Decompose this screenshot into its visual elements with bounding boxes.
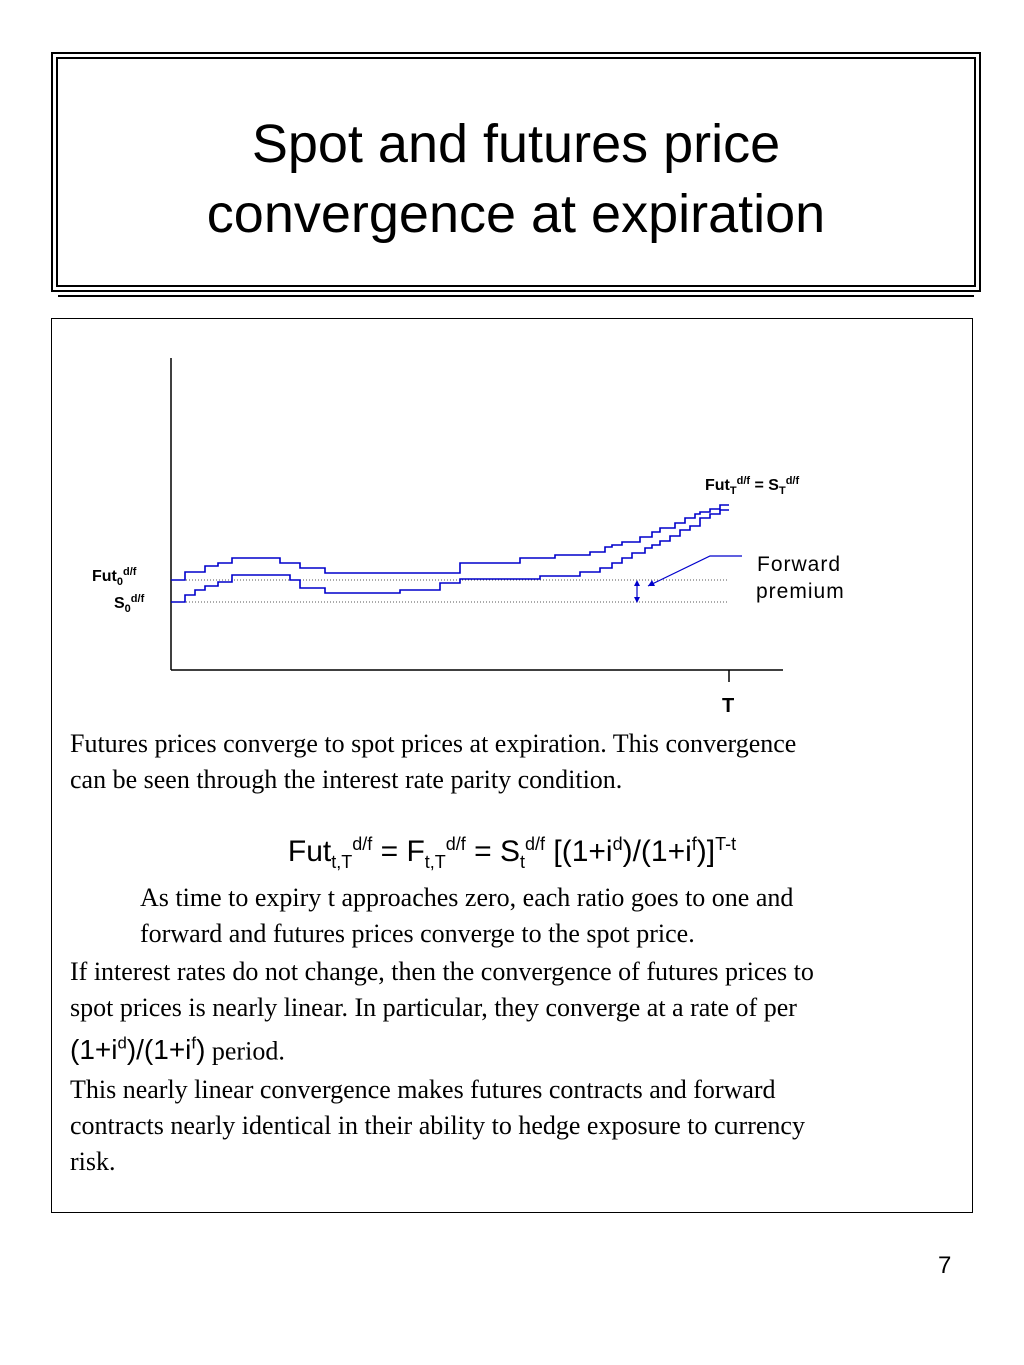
para1-line-2: can be seen through the interest rate parity condition. xyxy=(70,765,623,794)
para4-line-3: risk. xyxy=(70,1147,116,1176)
interest-rate-parity-formula: $Fut_{t,T}^{d/f} = F_{t,T}^{d/f} = S_t^{d/f}$ $[(1+i^d)/(1+i^f)]^{T-t}$ xyxy=(287,834,737,872)
para2-line-2: forward and futures prices converge to the spot price. xyxy=(140,919,695,948)
spot-price-path xyxy=(171,510,729,602)
forward-premium-pointer xyxy=(648,556,742,586)
para4-line-1: This nearly linear convergence makes futures contracts and forward xyxy=(70,1075,776,1104)
para3-line-1: If interest rates do not change, then the convergence of futures prices to xyxy=(70,957,814,986)
paragraph-expiry xyxy=(140,880,960,952)
label-s0: $S_0^{d/f}$ xyxy=(114,593,145,615)
title-line-1: Spot and futures price xyxy=(251,114,781,174)
paragraph-hedging xyxy=(70,1072,950,1180)
label-futT-equals-sT: $Fut_T^{d/f} = S_T^{d/f}$ xyxy=(705,475,800,497)
para3-line-2: spot prices is nearly linear. In particular, they converge at a rate of per xyxy=(70,993,797,1022)
paragraph-linear-convergence xyxy=(70,954,950,1069)
para3-line-3: $(1+i^d)/(1+i^f)$ period. xyxy=(70,1034,285,1066)
paragraph-convergence-intro xyxy=(70,726,950,798)
para2-line-1: As time to expiry t approaches zero, each ratio goes to one and xyxy=(140,883,794,912)
page-number: 7 xyxy=(938,1252,952,1279)
title-line-2: convergence at expiration xyxy=(206,184,826,244)
futures-price-path xyxy=(171,505,729,580)
forward-premium-label-line-1: Forward xyxy=(757,553,842,576)
forward-premium-label-line-2: premium xyxy=(756,580,845,603)
x-axis-label-T: T xyxy=(722,695,735,717)
para4-line-2: contracts nearly identical in their ability to hedge exposure to currency xyxy=(70,1111,805,1140)
label-fut0: Fut$_0^{d/f}$ xyxy=(92,566,137,588)
bracket-arrow-up xyxy=(634,580,640,586)
para1-line-1: Futures prices converge to spot prices at expiration. This convergence xyxy=(70,729,797,758)
